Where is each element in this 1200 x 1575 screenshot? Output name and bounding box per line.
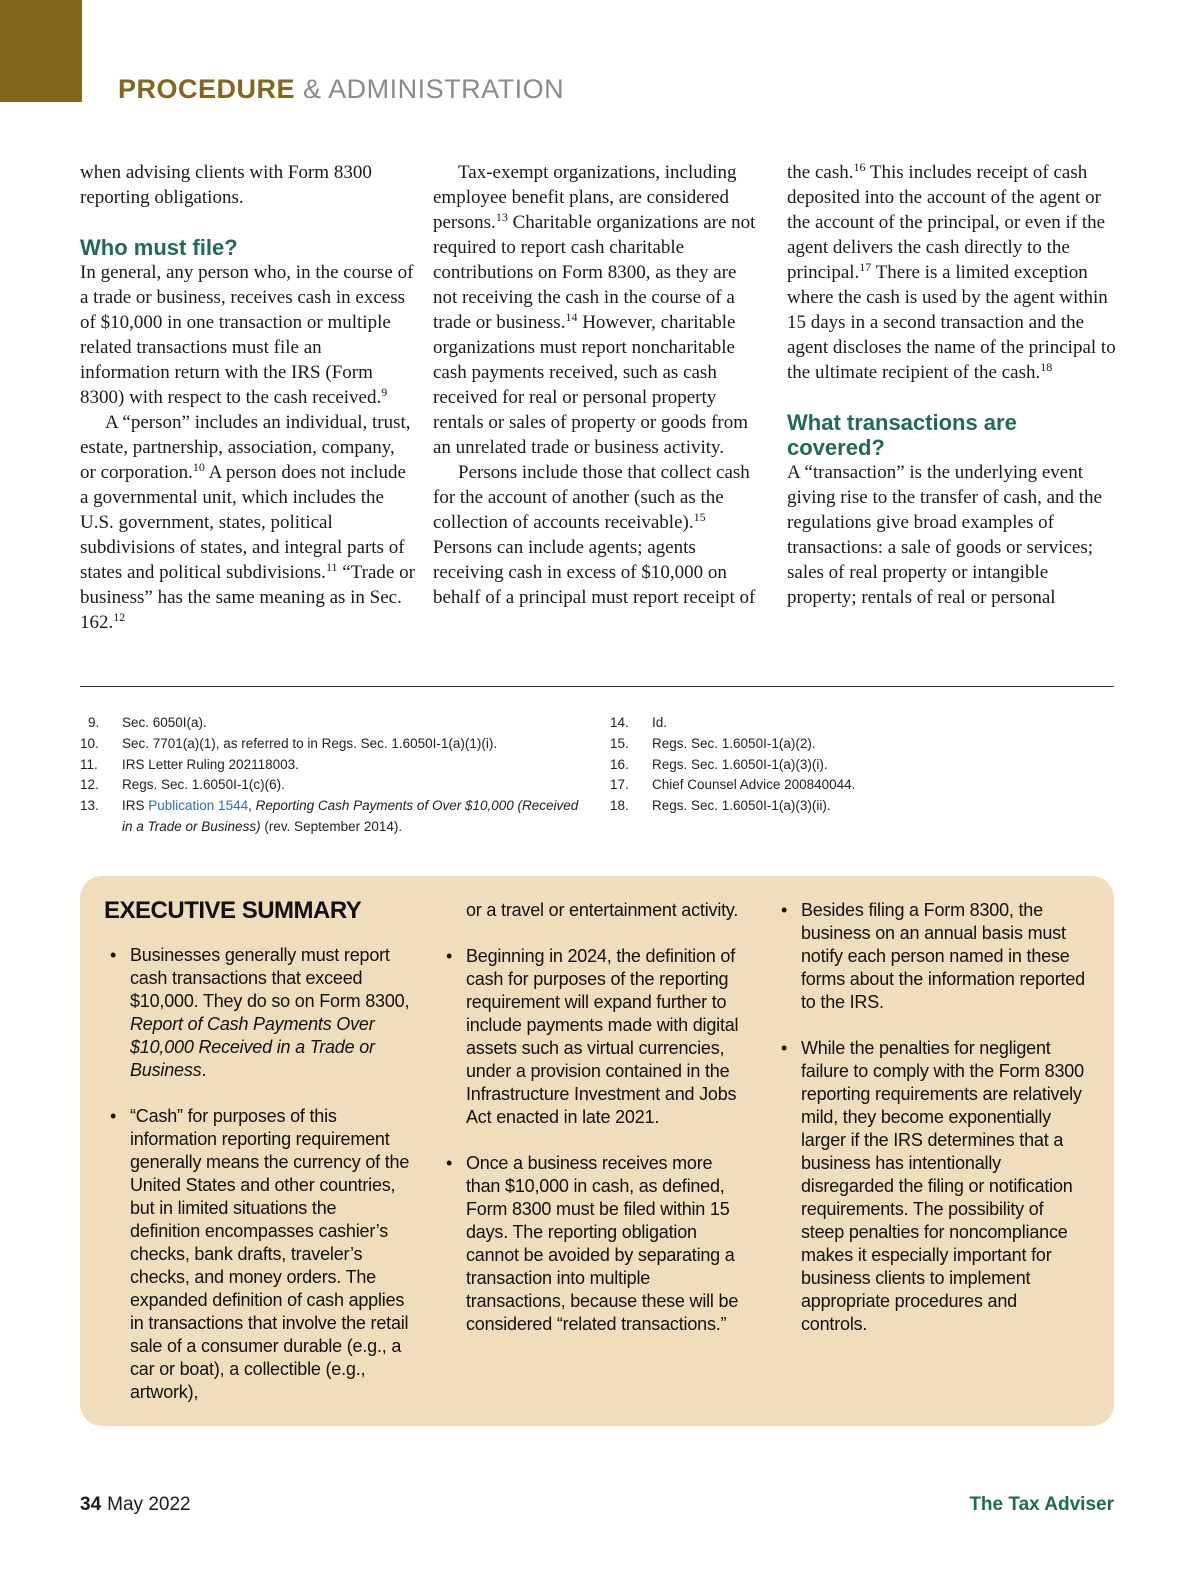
footnote-ref[interactable]: 13	[495, 210, 508, 224]
summary-bullet: • Businesses generally must report cash transactions that exceed $10,000. They do so on Form 8300, Report of Cash Payments Over $10,000 Received in a Trade or Business.	[110, 945, 410, 1080]
footnote: 18. Regs. Sec. 1.6050I-1(a)(3)(ii).	[610, 798, 831, 814]
footnotes-left	[80, 713, 590, 838]
footnote-ref[interactable]: 17	[859, 260, 872, 274]
publication-1544-link[interactable]: Publication 1544	[148, 798, 249, 814]
paragraph: In general, any person who, in the course of a trade or business, receives cash in excess of $10,000 in one transaction or multiple related transactions must file an information return with the IRS (Form 8300) with respect to the cash received.$^9$	[80, 262, 414, 408]
footnote: 14. Id.	[610, 715, 668, 730]
executive-summary-title: EXECUTIVE SUMMARY	[104, 897, 362, 924]
publication-name: The Tax Adviser	[969, 1494, 1114, 1515]
footnote: 11. IRS Letter Ruling 202118003.	[80, 756, 299, 772]
footnote-ref[interactable]: 16	[853, 160, 866, 174]
paragraph: Tax-exempt organizations, including employee benefit plans, are considered persons.$^{13}$ Charitable organizations are not required to report cash charitable contributions on Form 8300, as they are not receiving the cash in the course of a trade or business.$^{14}$ However, charitable organizations must report noncharitable cash payments received, such as cash received for real or personal property rentals or sales of property or goods from an unrelated trade or business activity.	[433, 162, 756, 458]
heading-what-transactions: What transactions are covered?	[787, 410, 1017, 460]
article-column-2	[433, 160, 763, 610]
paragraph: A “transaction” is the underlying event giving rise to the transfer of cash, and the regulations give broad examples of transactions: a sale of goods or services; sales of real property or intangible property; rentals of real or personal	[787, 462, 1102, 608]
summary-bullet: • Besides filing a Form 8300, the business on an annual basis must notify each person named in these forms about the information reported to the IRS.	[781, 900, 1085, 1012]
article-column-3	[787, 160, 1117, 610]
summary-bullet: • Beginning in 2024, the definition of cash for purposes of the reporting requirement will expand further to include payments made with digital assets such as virtual currencies, under a provision contained in the Infrastructure Investment and Jobs Act enacted in late 2021.	[446, 946, 739, 1127]
summary-bullet: • While the penalties for negligent failure to comply with the Form 8300 reporting requirements are relatively mild, they become exponentially larger if the IRS determines that a business has intentionally disregarded the filing or notification requirements. The possibility of steep penalties for noncompliance makes it especially important for business clients to implement appropriate procedures and controls.	[781, 1038, 1084, 1334]
heading-who-must-file: Who must file?	[80, 235, 238, 260]
article-column-1	[80, 160, 415, 635]
footnote: 15. Regs. Sec. 1.6050I-1(a)(2).	[610, 735, 816, 751]
footnote-ref[interactable]: 10	[192, 460, 205, 474]
footnote: 13. IRS Publication 1544, Reporting Cash Payments of Over $10,000 (Received in a Trade or Business) (rev. September 2014).	[80, 798, 579, 834]
footnote: 12. Regs. Sec. 1.6050I-1(c)(6).	[80, 777, 285, 793]
page-footer-left	[80, 1494, 191, 1516]
paragraph: when advising clients with Form 8300 reporting obligations.	[80, 162, 372, 208]
footnotes-right	[610, 713, 1110, 817]
summary-column-2	[446, 899, 746, 1359]
footnote: 10. Sec. 7701(a)(1), as referred to in Regs. Sec. 1.6050I-1(a)(1)(i).	[80, 735, 498, 751]
footnote-divider	[80, 686, 1114, 687]
header-color-block	[0, 0, 82, 102]
section-header	[118, 74, 564, 105]
footnote-ref[interactable]: 18	[1040, 360, 1053, 374]
footnote: 17. Chief Counsel Advice 200840044.	[610, 777, 856, 793]
paragraph: Persons include those that collect cash for the account of another (such as the collection of accounts receivable).$^{15}$ Persons can include agents; agents receiving cash in excess of $10,000 on behalf of a principal must report receipt of	[433, 462, 756, 608]
footnote: 16. Regs. Sec. 1.6050I-1(a)(3)(i).	[610, 756, 828, 772]
footnote-ref[interactable]: 15	[693, 510, 706, 524]
paragraph: A “person” includes an individual, trust, estate, partnership, association, company, or corporation.$^{10}$ A person does not include a governmental unit, which includes the U.S. government, states, political subdivisions of states, and integral parts of states and political subdivisions.$^{11}$ “Trade or business” has the same meaning as in Sec. 162.12	[80, 412, 415, 633]
footnote: 9. Sec. 6050I(a).	[88, 715, 207, 730]
issue-date: May 2022	[107, 1494, 191, 1515]
summary-bullet: • Once a business receives more than $10,000 in cash, as defined, Form 8300 must be filed within 15 days. The reporting obligation cannot be avoided by separating a transaction into multiple transactions, because these will be considered “related transactions.”	[446, 1153, 739, 1334]
summary-column-3	[781, 899, 1086, 1359]
summary-column-1	[110, 944, 410, 1427]
summary-bullet: • “Cash” for purposes of this information reporting requirement generally means the currency of the United States and other countries, but in limited situations the definition encompasses cashier’s checks, bank drafts, traveler’s checks, and money orders. The expanded definition of cash applies in transactions that involve the retail sale of a consumer durable (e.g., a car or boat), a collectible (e.g., artwork),	[110, 1106, 410, 1402]
section-header-strong: PROCEDURE	[118, 74, 296, 104]
footnote-ref[interactable]: 14	[565, 310, 578, 324]
section-header-rest: & ADMINISTRATION	[303, 74, 565, 104]
paragraph: the cash.$^{16}$ This includes receipt of cash deposited into the account of the agent or the account of the principal, or even if the agent delivers the cash directly to the principal.$^{17}$ There is a limited exception where the cash is used by the agent within 15 days in a second transaction and the agent discloses the name of the principal to the ultimate recipient of the cash.$^{18}$	[787, 160, 1116, 383]
page-number: 34	[80, 1494, 102, 1515]
footnote-ref[interactable]: 12	[113, 610, 126, 624]
footnote-ref[interactable]: 9	[381, 385, 388, 399]
summary-bullet-continued: or a travel or entertainment activity.	[466, 900, 739, 920]
footnote-ref[interactable]: 11	[325, 560, 338, 574]
